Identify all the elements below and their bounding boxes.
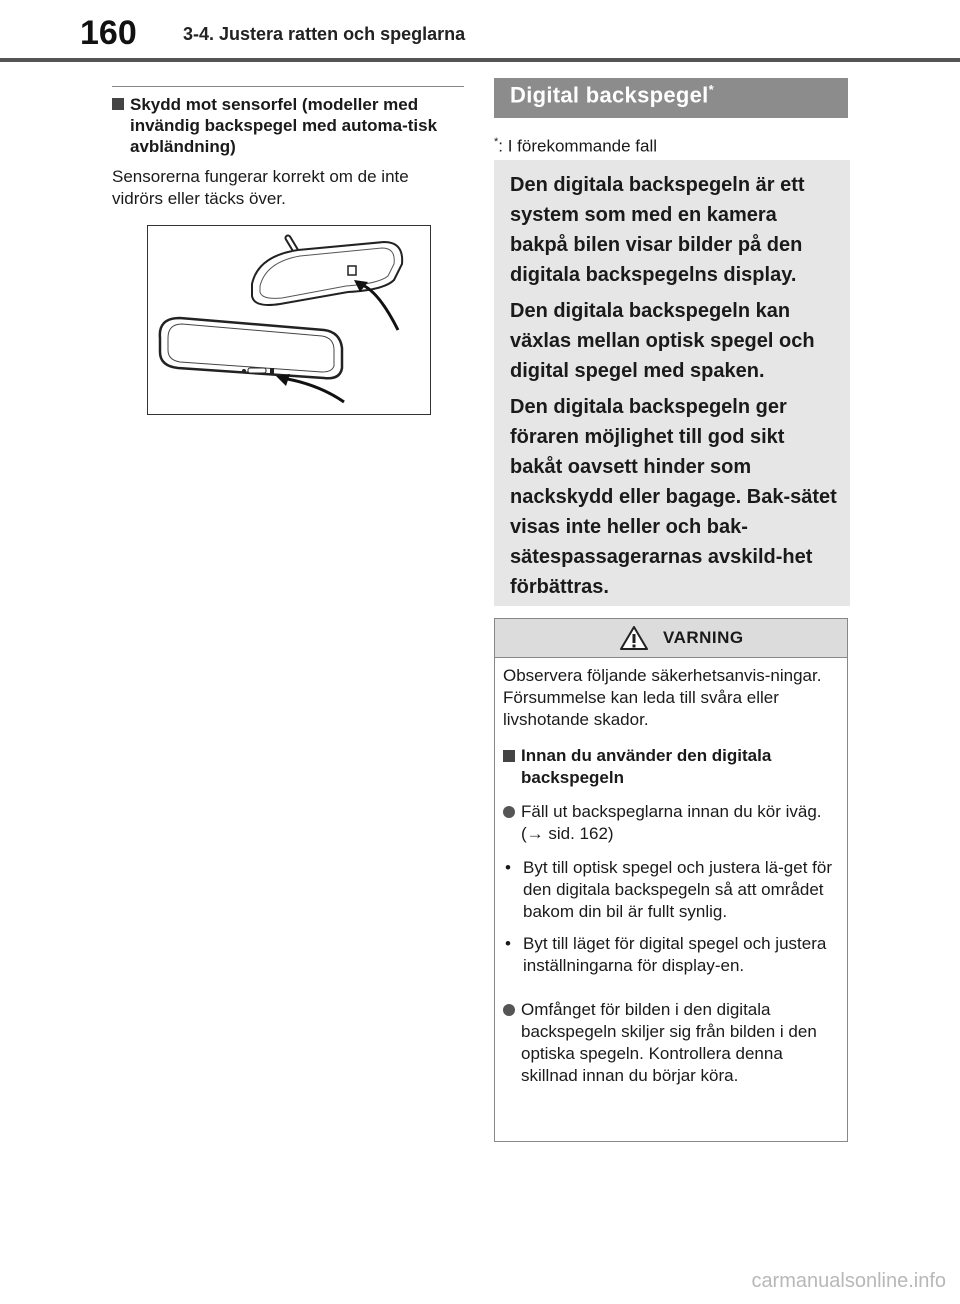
section-banner [494,78,848,118]
banner-asterisk: * [708,82,714,97]
page-number: 160 [80,14,137,52]
circle-bullet-icon [503,806,515,818]
warning-bullet [503,801,841,845]
banner-title: Digital backspegel* [510,82,714,108]
mirror-drawing-icon [148,226,430,414]
footnote-text: : I förekommande fall [498,136,658,156]
info-paragraph: Den digitala backspegeln ger föraren möjlighet till god sikt bakåt oavsett hinder som nackskydd eller bagage. Bak-sätet visas inte heller och bak-sätespassagerarnas avskild-het förbättras. [510,396,837,598]
warning-subheading-text: Innan du använder den digitala backspegeln [521,746,772,787]
square-bullet-icon [112,98,124,110]
warning-bullet-text: Fäll ut backspeglarna innan du kör iväg. (→ sid. 162) [521,802,822,843]
availability-footnote [494,136,657,157]
warning-box [494,618,848,1142]
warning-intro: Observera följande säkerhetsanvis-ningar. Försummelse kan leda till svåra eller livshotande skador. [503,666,822,729]
warning-header [495,619,847,658]
footnote-asterisk: * [494,136,499,148]
warning-title: VARNING [663,628,744,647]
info-paragraph: Den digitala backspegeln är ett system som med en kamera bakpå bilen visar bilder på den digitala backspegelns display. [510,174,805,286]
info-box [494,160,850,606]
circle-bullet-icon [503,1004,515,1016]
sensor-subheading-text: Skydd mot sensorfel (modeller med invändig backspegel med automa-tisk avbländning) [130,95,438,156]
warning-dash-text: Byt till optisk spegel och justera lä-get för den digitala backspegeln så att området bakom din bil är fullt synlig. [523,858,832,921]
dash-bullet-icon: • [505,934,511,953]
sensor-body-text: Sensorerna fungerar korrekt om de inte vidrörs eller täcks över. [112,167,409,208]
square-bullet-icon [503,750,515,762]
dash-bullet-icon: • [505,858,511,877]
warning-bullet-text: Omfånget för bilden i den digitala backspegeln skiljer sig från bilden i den optiska spegeln. Kontrollera denna skillnad innan du börjar köra. [521,1000,817,1085]
header-rule [0,58,960,62]
mirror-illustration [147,225,431,415]
warning-dash-item [503,933,841,977]
info-paragraph: Den digitala backspegeln kan växlas mellan optisk spegel och digital spegel med spaken. [510,300,815,382]
warning-triangle-icon [619,625,649,651]
section-title: 3-4. Justera ratten och speglarna [183,24,466,44]
warning-subheading [503,745,841,789]
warning-dash-text: Byt till läget för digital spegel och justera inställningarna för display-en. [523,934,827,975]
warning-dash-item [503,857,841,923]
left-divider [112,86,464,87]
warning-bullet [503,999,841,1087]
watermark: carmanualsonline.info [751,1270,946,1292]
sensor-subheading [112,94,464,157]
